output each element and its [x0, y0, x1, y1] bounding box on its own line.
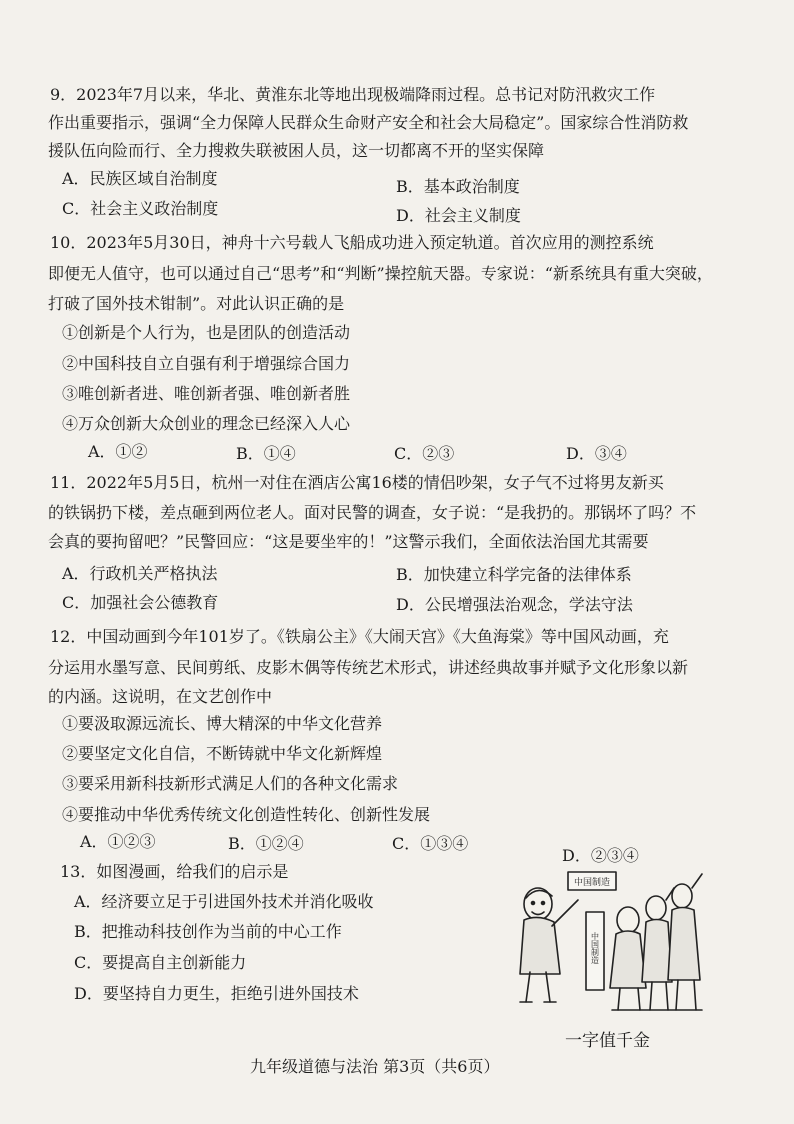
cartoon-sign-text: 中国制造: [573, 878, 611, 888]
q10-option-d: D．③④: [566, 444, 627, 463]
q12-statement-1: ①要汲取源远流长、博大精深的中华文化营养: [62, 714, 383, 733]
q10-statement-3: ③唯创新者进、唯创新者强、唯创新者胜: [62, 384, 351, 403]
q10-stem-line-2: 即便无人值守，也可以通过自己“思考”和“判断”操控航天器。专家说：“新系统具有重大突破，: [48, 264, 713, 283]
q12-stem-line-2: 分运用水墨写意、民间剪纸、皮影木偶等传统艺术形式，讲述经典故事并赋予文化形象以新: [48, 658, 689, 677]
q13-option-d: D．要坚持自力更生，拒绝引进外国技术: [74, 984, 359, 1003]
q10-statement-4: ④万众创新大众创业的理念已经深入人心: [62, 414, 351, 433]
q12-option-b: B．①②④: [228, 834, 304, 853]
q9-stem-line-1: 9．2023年7月以来，华北、黄淮东北等地出现极端降雨过程。总书记对防汛救灾工作: [50, 85, 656, 104]
q11-option-c: C．加强社会公德教育: [62, 593, 219, 612]
q9-stem-line-3: 援队伍向险而行、全力搜救失联被困人员，这一切都离不开的坚实保障: [48, 141, 545, 160]
q12-stem-line-3: 的内涵。这说明，在文艺创作中: [48, 687, 273, 706]
cartoon-illustration: [516, 868, 712, 1016]
q12-option-d: D．②③④: [562, 846, 639, 865]
q9-option-b: B．基本政治制度: [396, 177, 520, 196]
q11-option-d: D．公民增强法治观念，学法守法: [396, 595, 633, 614]
q11-stem-line-2: 的铁锅扔下楼，差点砸到两位老人。面对民警的调查，女子说：“是我扔的。那锅坏了吗？不: [48, 503, 697, 522]
q10-statement-1: ①创新是个人行为，也是团队的创造活动: [62, 323, 351, 342]
q12-stem-line-1: 12．中国动画到今年101岁了。《铁扇公主》《大闹天宫》《大鱼海棠》等中国风动画，充: [50, 627, 669, 646]
q9-option-c: C．社会主义政治制度: [62, 199, 219, 218]
q12-option-c: C．①③④: [392, 834, 469, 853]
q11-option-a: A．行政机关严格执法: [62, 564, 218, 583]
q9-stem-line-2: 作出重要指示，强调“全力保障人民群众生命财产安全和社会大局稳定”。国家综合性消防救: [48, 113, 689, 132]
q12-statement-3: ③要采用新科技新形式满足人们的各种文化需求: [62, 774, 399, 793]
q10-stem-line-3: 打破了国外技术钳制”。对此认识正确的是: [48, 294, 345, 313]
q9-option-a: A．民族区域自治制度: [62, 169, 218, 188]
q13-option-b: B．把推动科技创作为当前的中心工作: [74, 922, 342, 941]
q10-statement-2: ②中国科技自立自强有利于增强综合国力: [62, 354, 351, 373]
q10-option-b: B．①④: [236, 444, 296, 463]
cartoon-caption: 一字值千金: [565, 1031, 650, 1051]
q13-option-a: A．经济要立足于引进国外技术并消化吸收: [74, 892, 374, 911]
q12-statement-2: ②要坚定文化自信，不断铸就中华文化新辉煌: [62, 744, 383, 763]
q13-option-c: C．要提高自主创新能力: [74, 953, 247, 972]
q10-option-a: A．①②: [88, 442, 148, 461]
q10-option-c: C．②③: [394, 444, 455, 463]
q11-stem-line-3: 会真的要拘留吧？”民警回应：“这是要坐牢的！”这警示我们，全面依法治国尤其需要: [48, 532, 649, 551]
q9-option-d: D．社会主义制度: [396, 206, 521, 225]
cartoon-board-text: 中国制造: [590, 932, 600, 964]
q11-option-b: B．加快建立科学完备的法律体系: [396, 565, 632, 584]
q11-stem-line-1: 11．2022年5月5日，杭州一对住在酒店公寓16楼的情侣吵架，女子气不过将男友新买: [50, 473, 664, 492]
q10-stem-line-1: 10．2023年5月30日，神舟十六号载人飞船成功进入预定轨道。首次应用的测控系统: [50, 233, 654, 252]
page-footer: 九年级道德与法治 第3页（共6页）: [250, 1057, 500, 1076]
q12-option-a: A．①②③: [80, 832, 156, 851]
q13-stem: 13．如图漫画，给我们的启示是: [60, 862, 289, 881]
q12-statement-4: ④要推动中华优秀传统文化创造性转化、创新性发展: [62, 805, 431, 824]
